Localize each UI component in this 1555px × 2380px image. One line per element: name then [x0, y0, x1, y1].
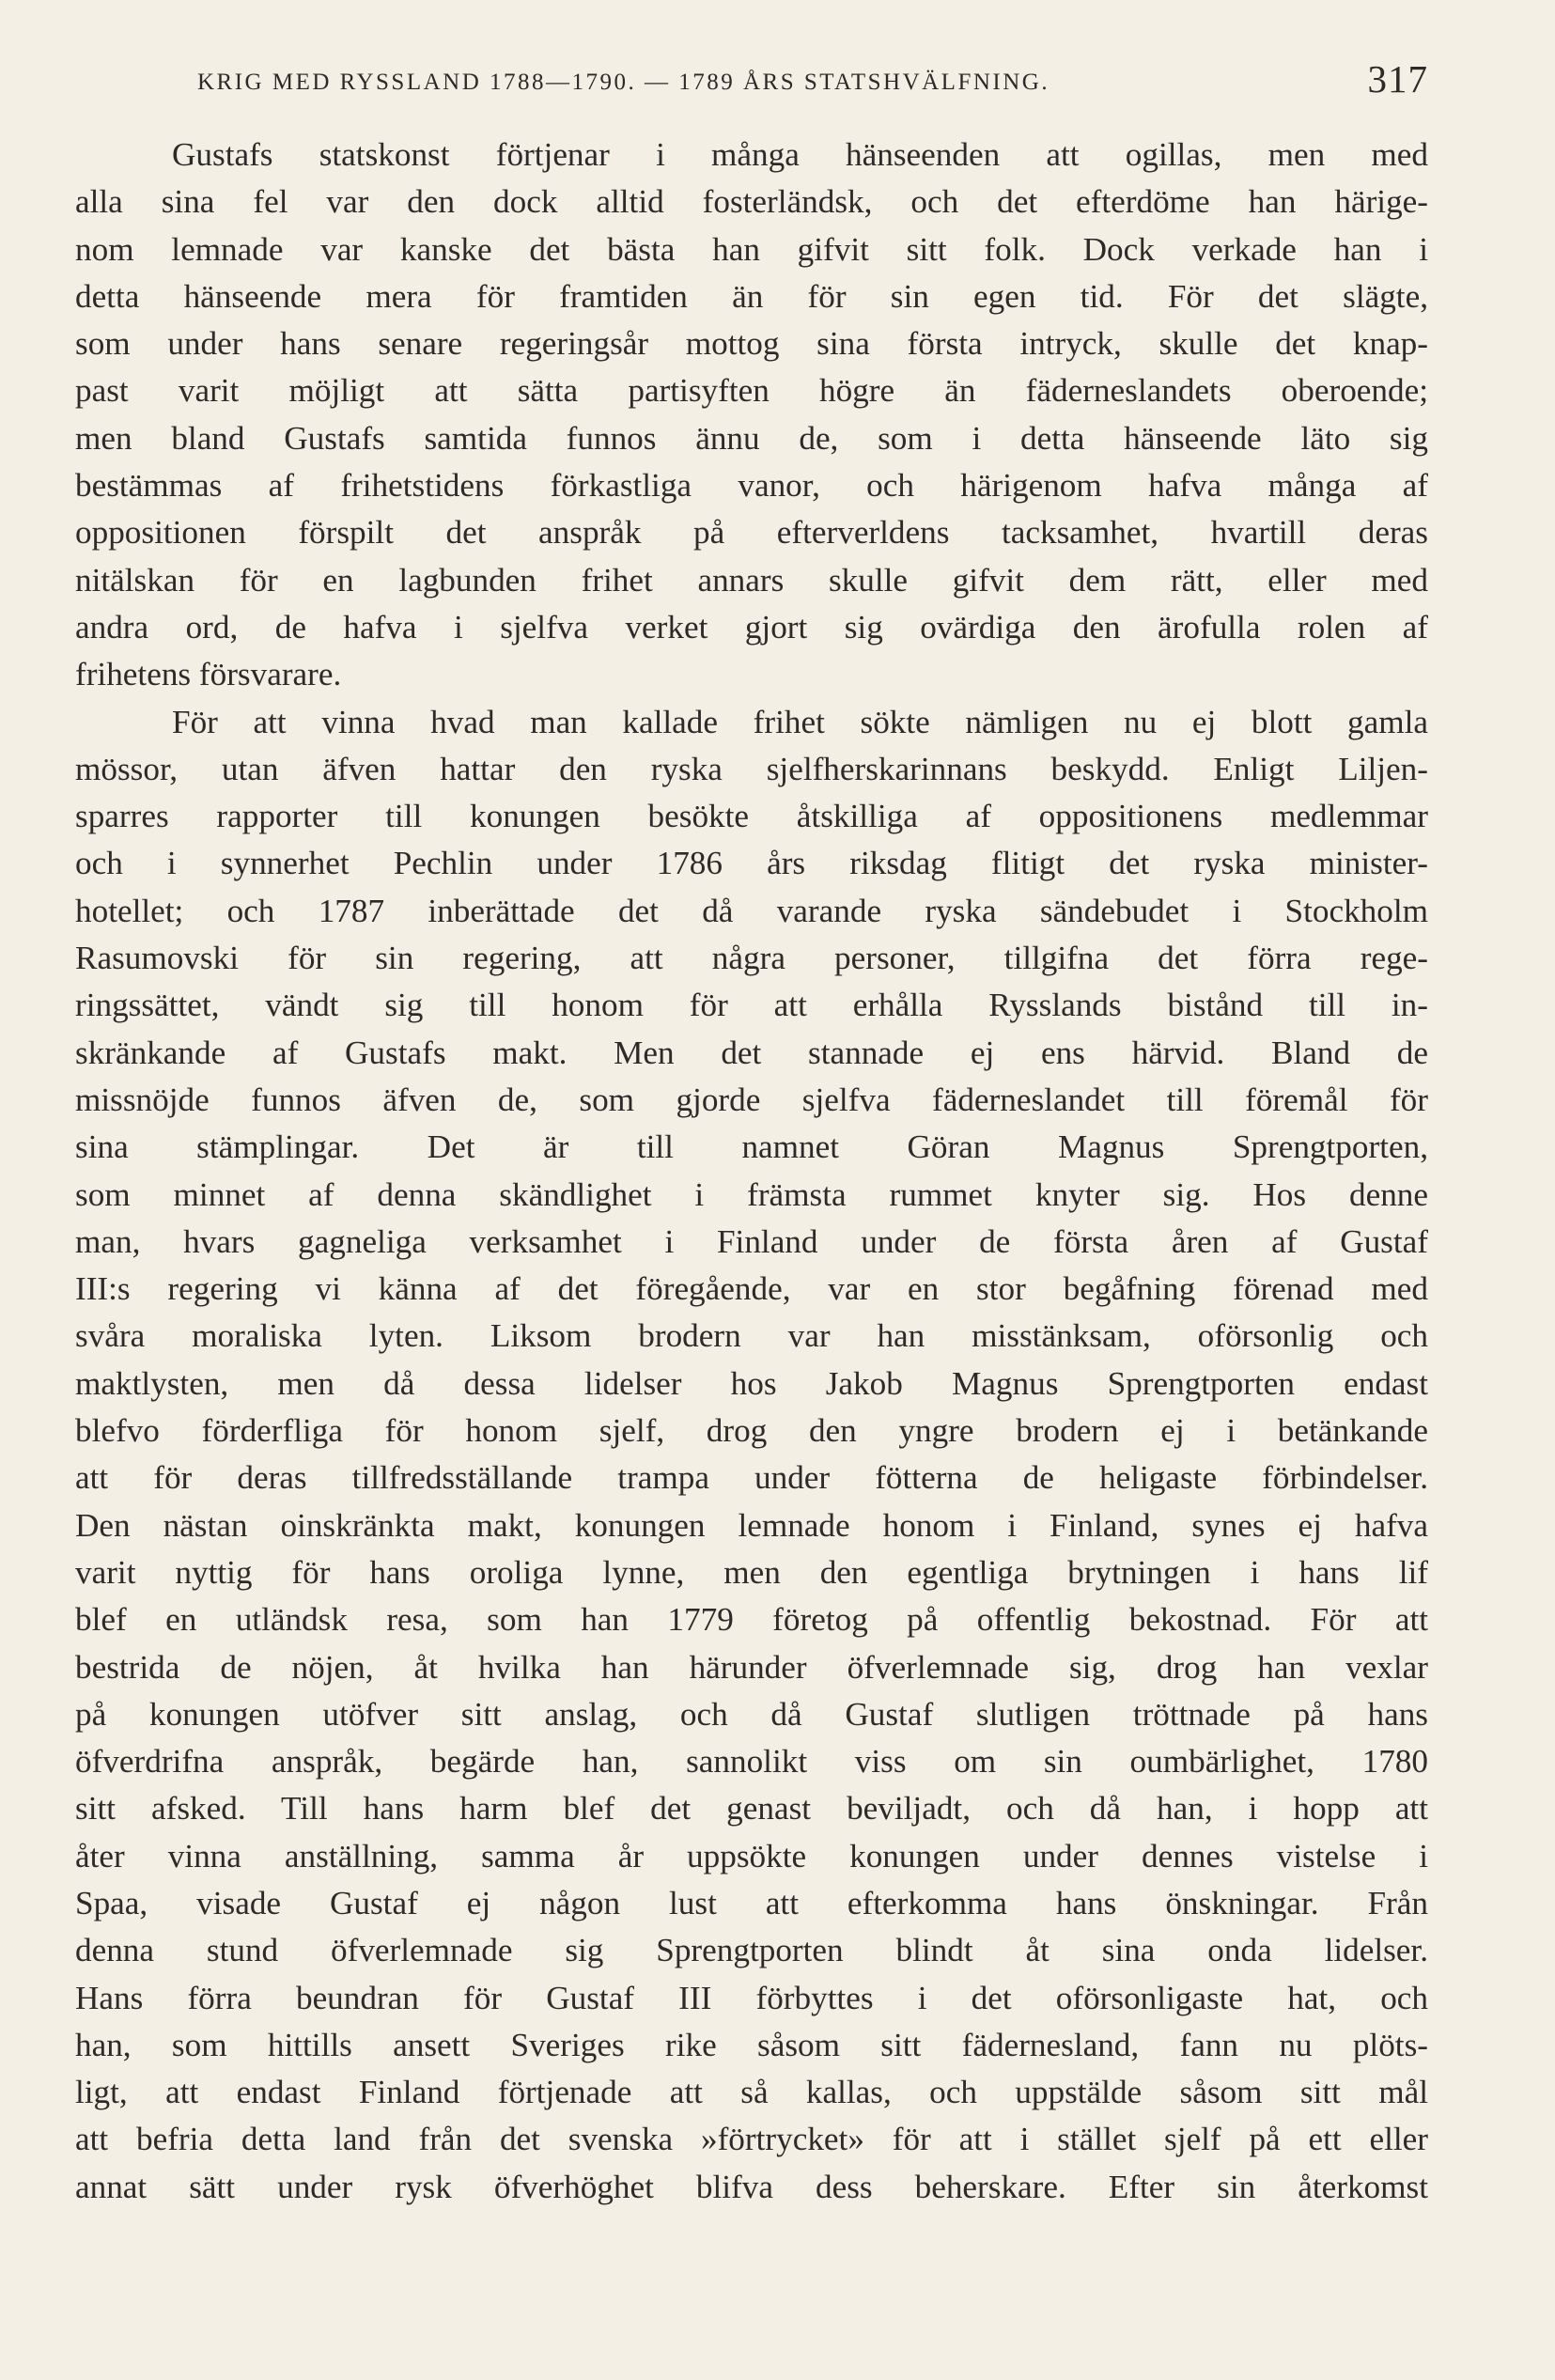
text-line: Spaa, visade Gustaf ej någon lust att efterkomma hans önskningar. Från	[75, 1884, 1428, 1921]
text-line: oppositionen förspilt det anspråk på efterverldens tacksamhet, hvartill deras	[75, 514, 1428, 552]
text-line: på konungen utöfver sitt anslag, och då Gustaf slutligen tröttnade på hans	[75, 1695, 1428, 1733]
text-line: bestämmas af frihetstidens förkastliga vanor, och härigenom hafva många af	[75, 467, 1428, 505]
text-line: sina stämplingar. Det är till namnet Göran Magnus Sprengtporten,	[75, 1128, 1428, 1166]
text-line: Rasumovski för sin regering, att några personer, tillgifna det förra rege-	[75, 940, 1428, 977]
text-line: Hans förra beundran för Gustaf III förbyttes i det oförsonligaste hat, och	[75, 1979, 1428, 2016]
text-line: att befria detta land från det svenska »förtrycket» för att i stället sjelf på ett eller	[75, 2121, 1428, 2158]
page-header	[75, 56, 1428, 122]
text-line: För att vinna hvad man kallade frihet sökte nämligen nu ej blott gamla	[172, 703, 1428, 740]
body-text	[75, 132, 1428, 2211]
text-line: men bland Gustafs samtida funnos ännu de, som i detta hänseende läto sig	[75, 419, 1428, 457]
text-line: skränkande af Gustafs makt. Men det stannade ej ens härvid. Bland de	[75, 1034, 1428, 1071]
text-line: och i synnerhet Pechlin under 1786 års riksdag flitigt det ryska minister-	[75, 845, 1428, 882]
page-number: 317	[1367, 57, 1428, 101]
text-line: öfverdrifna anspråk, begärde han, sannolikt viss om sin oumbärlighet, 1780	[75, 1743, 1428, 1781]
text-line: blef en utländsk resa, som han 1779 företog på offentlig bekostnad. För att	[75, 1601, 1428, 1639]
text-line: sitt afsked. Till hans harm blef det genast beviljadt, och då han, i hopp att	[75, 1790, 1428, 1828]
text-line: denna stund öfverlemnade sig Sprengtporten blindt åt sina onda lidelser.	[75, 1932, 1428, 1969]
text-line: som minnet af denna skändlighet i främsta rummet knyter sig. Hos denne	[75, 1175, 1428, 1213]
text-line: Gustafs statskonst förtjenar i många hänseenden att ogillas, men med	[172, 136, 1428, 173]
text-line: svåra moraliska lyten. Liksom brodern var han misstänksam, oförsonlig och	[75, 1317, 1428, 1355]
text-line: alla sina fel var den dock alltid fosterländsk, och det efterdöme han härige-	[75, 183, 1428, 221]
text-line: nom lemnade var kanske det bästa han gifvit sitt folk. Dock verkade han i	[75, 230, 1428, 268]
text-line: annat sätt under rysk öfverhöghet blifva dess beherskare. Efter sin återkomst	[75, 2168, 1428, 2205]
text-line: maktlysten, men då dessa lidelser hos Jakob Magnus Sprengtporten endast	[75, 1364, 1428, 1402]
text-line: frihetens försvarare.	[75, 656, 342, 693]
text-line: han, som hittills ansett Sveriges rike såsom sitt fädernesland, fann nu plöts-	[75, 2026, 1428, 2063]
text-line: ringssättet, vändt sig till honom för att erhålla Rysslands bistånd till in-	[75, 987, 1428, 1024]
text-line: III:s regering vi känna af det föregående, var en stor begåfning förenad med	[75, 1270, 1428, 1308]
text-line: missnöjde funnos äfven de, som gjorde sjelfva fäderneslandet till föremål för	[75, 1081, 1428, 1118]
text-line: ligt, att endast Finland förtjenade att så kallas, och uppstälde såsom sitt mål	[75, 2074, 1428, 2111]
text-line: att för deras tillfredsställande trampa under fötterna de heligaste förbindelser.	[75, 1459, 1428, 1497]
text-line: Den nästan oinskränkta makt, konungen lemnade honom i Finland, synes ej hafva	[75, 1506, 1428, 1544]
running-head: KRIG MED RYSSLAND 1788—1790. — 1789 ÅRS STATSHVÄLFNING.	[197, 70, 1050, 95]
text-line: hotellet; och 1787 inberättade det då varande ryska sändebudet i Stockholm	[75, 892, 1428, 929]
text-line: åter vinna anställning, samma år uppsökte konungen under dennes vistelse i	[75, 1837, 1428, 1874]
text-line: past varit möjligt att sätta partisyften högre än fäderneslandets oberoende;	[75, 372, 1428, 410]
text-line: bestrida de nöjen, åt hvilka han härunder öfverlemnade sig, drog han vexlar	[75, 1648, 1428, 1686]
text-line: andra ord, de hafva i sjelfva verket gjort sig ovärdiga den ärofulla rolen af	[75, 608, 1428, 646]
text-line: detta hänseende mera för framtiden än för sin egen tid. För det slägte,	[75, 277, 1428, 315]
text-line: som under hans senare regeringsår mottog sina första intryck, skulle det knap-	[75, 325, 1428, 363]
text-line: blefvo förderfliga för honom sjelf, drog den yngre brodern ej i betänkande	[75, 1412, 1428, 1450]
text-line: man, hvars gagneliga verksamhet i Finland under de första åren af Gustaf	[75, 1222, 1428, 1260]
text-line: mössor, utan äfven hattar den ryska sjelfherskarinnans beskydd. Enligt Liljen-	[75, 750, 1428, 787]
text-line: varit nyttig för hans oroliga lynne, men den egentliga brytningen i hans lif	[75, 1553, 1428, 1591]
text-line: nitälskan för en lagbunden frihet annars skulle gifvit dem rätt, eller med	[75, 561, 1428, 599]
text-line: sparres rapporter till konungen besökte åtskilliga af oppositionens medlemmar	[75, 798, 1428, 835]
